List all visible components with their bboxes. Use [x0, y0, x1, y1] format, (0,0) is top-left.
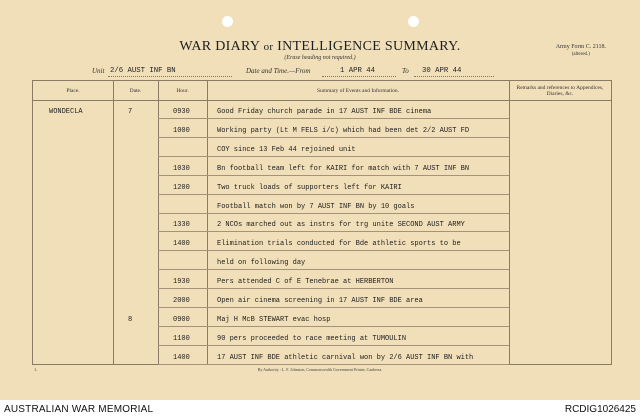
- footer-number: 1.: [34, 367, 38, 372]
- column-header-remarks: Remarks and references to Appendices, Diaries, &c.: [516, 85, 604, 97]
- cell-summary: held on following day: [217, 259, 306, 268]
- row-rule: [158, 345, 509, 346]
- cell-summary: Pers attended C of E Tenebrae at HERBERTON: [217, 278, 394, 287]
- cell-date: 8: [128, 315, 133, 324]
- cell-hour: 0930: [173, 108, 190, 116]
- cell-place: WONDECLA: [49, 108, 83, 116]
- form-title: [0, 39, 640, 55]
- row-rule: [158, 118, 509, 119]
- column-divider: [113, 81, 114, 364]
- printer-authority: By Authority : L. F. Johnston, Commonwealth Government Printer, Canberra.: [257, 367, 383, 372]
- cell-summary: Working party (Lt M FELS i/c) which had been det 2/2 AUST FD: [217, 126, 470, 135]
- column-header-place: Place.: [66, 88, 80, 94]
- column-divider: [509, 81, 510, 364]
- cell-summary: Two truck loads of supporters left for KAIRI: [217, 183, 402, 192]
- row-rule: [158, 137, 509, 138]
- header-divider: [33, 100, 611, 101]
- row-rule: [158, 307, 509, 308]
- cell-summary: Good Friday church parade in 17 AUST INF BDE cinema: [217, 108, 432, 116]
- cell-hour: 1400: [173, 240, 190, 249]
- row-rule: [158, 156, 509, 157]
- army-form-label: [556, 44, 606, 58]
- row-rule: [158, 250, 509, 251]
- cell-hour: 1930: [173, 278, 190, 287]
- date-to-value: 30 APR 44: [422, 67, 462, 75]
- cell-summary: 2 NCOs marched out as instrs for trg unite SECOND AUST ARMY: [217, 221, 465, 230]
- cell-hour: 1100: [173, 334, 190, 343]
- cell-hour: 1000: [173, 126, 190, 135]
- cell-hour: 1400: [173, 353, 190, 362]
- cell-date: 7: [128, 108, 133, 116]
- row-rule: [158, 288, 509, 289]
- column-divider: [207, 81, 208, 364]
- date-to-label: To: [402, 67, 409, 75]
- unit-value: 2/6 AUST INF BN: [110, 67, 176, 75]
- archive-reference: RCDIG1026425: [564, 404, 636, 415]
- cell-summary: Elimination trials conducted for Bde athletic sports to be: [217, 240, 461, 249]
- cell-summary: Maj H McB STEWART evac hosp: [217, 315, 331, 324]
- cell-summary: Open air cinema screening in 17 AUST INF BDE area: [217, 297, 423, 305]
- date-from-underline: [322, 76, 396, 77]
- army-form-altered: (altered.): [571, 52, 590, 57]
- column-header-summary: Summary of Events and Information.: [316, 88, 400, 94]
- column-header-hour: Hour.: [176, 88, 189, 94]
- date-to-underline: [414, 76, 494, 77]
- army-form-number: Army Form C. 2118.: [555, 44, 606, 50]
- cell-hour: 1200: [173, 183, 190, 192]
- cell-summary: Bn football team left for KAIRI for match with 7 AUST INF BN: [217, 164, 470, 173]
- archive-caption: AUSTRALIAN WAR MEMORIAL: [4, 404, 154, 415]
- title-or: or: [263, 41, 274, 53]
- form-subtitle: (Erase heading not required.): [284, 55, 356, 61]
- punch-hole: [222, 16, 233, 27]
- row-rule: [158, 269, 509, 270]
- row-rule: [158, 213, 509, 214]
- title-intelligence-summary: INTELLIGENCE SUMMARY.: [277, 39, 461, 54]
- row-rule: [158, 231, 509, 232]
- row-rule: [158, 364, 509, 365]
- cell-hour: 1030: [173, 164, 190, 173]
- cell-hour: 2000: [173, 297, 190, 305]
- row-rule: [158, 175, 509, 176]
- punch-hole: [408, 16, 419, 27]
- date-from-value: 1 APR 44: [340, 67, 376, 75]
- cell-hour: 0900: [173, 315, 190, 324]
- date-from-label: Date and Time.—From: [246, 67, 311, 75]
- cell-summary: COY since 13 Feb 44 rejoined unit: [217, 145, 356, 154]
- unit-label: Unit: [92, 67, 105, 75]
- cell-summary: Football match won by 7 AUST INF BN by 10 goals: [217, 202, 415, 211]
- cell-summary: 17 AUST INF BDE athletic carnival won by 2/6 AUST INF BN with: [217, 353, 474, 362]
- column-header-date: Date.: [129, 88, 142, 94]
- column-divider: [158, 81, 159, 364]
- row-rule: [158, 194, 509, 195]
- unit-underline: [108, 76, 232, 77]
- cell-hour: 1330: [173, 221, 190, 230]
- row-rule: [158, 326, 509, 327]
- cell-summary: 90 pers proceeded to race meeting at TUMOULIN: [217, 334, 407, 343]
- title-war-diary: WAR DIARY: [179, 39, 260, 54]
- diary-table: [32, 80, 612, 365]
